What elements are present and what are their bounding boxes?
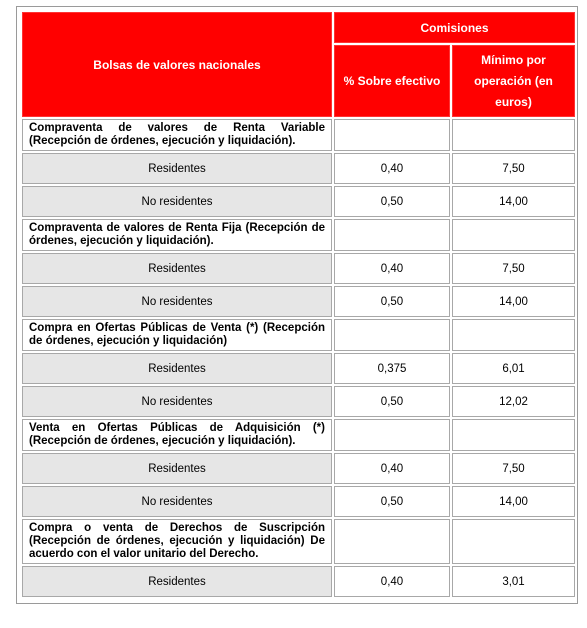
row-label: No residentes (22, 186, 332, 217)
pct-value: 0,50 (334, 486, 450, 517)
row-label: No residentes (22, 386, 332, 417)
table-row (22, 186, 575, 217)
min-value: 6,01 (452, 353, 575, 384)
row-label: Residentes (22, 453, 332, 484)
table-body (22, 119, 575, 597)
section-row (22, 519, 575, 564)
row-label: Residentes (22, 253, 332, 284)
row-header-label: Bolsas de valores nacionales (93, 57, 261, 72)
min-value: 14,00 (452, 186, 575, 217)
section-row (22, 319, 575, 351)
pct-value: 0,40 (334, 566, 450, 597)
row-label: No residentes (22, 486, 332, 517)
row-label: Residentes (22, 353, 332, 384)
table-row (22, 286, 575, 317)
min-value: 3,01 (452, 566, 575, 597)
empty-cell (334, 519, 450, 564)
table-row (22, 253, 575, 284)
row-label: Residentes (22, 153, 332, 184)
table-row (22, 153, 575, 184)
empty-cell (334, 219, 450, 251)
pct-value: 0,50 (334, 386, 450, 417)
commission-table (20, 10, 577, 599)
section-row (22, 219, 575, 251)
section-title: Compraventa de valores de Renta Fija (Recepción de órdenes, ejecución y liquidación). (22, 219, 332, 251)
empty-cell (334, 419, 450, 451)
empty-cell (334, 319, 450, 351)
empty-cell (452, 119, 575, 151)
table-row (22, 566, 575, 597)
section-title: Compra o venta de Derechos de Suscripción (Recepción de órdenes, ejecución y liquidación) De acuerdo con el valor unitario del Derecho. (22, 519, 332, 564)
table-row (22, 353, 575, 384)
empty-cell (452, 219, 575, 251)
pct-column-header (334, 45, 450, 117)
empty-cell (334, 119, 450, 151)
section-row (22, 419, 575, 451)
empty-cell (452, 419, 575, 451)
row-label: Residentes (22, 566, 332, 597)
section-row (22, 119, 575, 151)
commissions-group-header (334, 12, 575, 43)
pct-value: 0,50 (334, 186, 450, 217)
min-column-label: Mínimo por operación (en euros) (474, 52, 553, 109)
pct-value: 0,40 (334, 153, 450, 184)
pct-value: 0,40 (334, 253, 450, 284)
min-value: 12,02 (452, 386, 575, 417)
commission-table-frame (16, 6, 578, 604)
min-value: 7,50 (452, 453, 575, 484)
min-value: 14,00 (452, 486, 575, 517)
empty-cell (452, 519, 575, 564)
empty-cell (452, 319, 575, 351)
row-header-cell (22, 12, 332, 117)
min-value: 7,50 (452, 253, 575, 284)
section-title: Venta en Ofertas Públicas de Adquisición (*) (Recepción de órdenes, ejecución y liquidación). (22, 419, 332, 451)
pct-value: 0,40 (334, 453, 450, 484)
table-row (22, 386, 575, 417)
section-title: Compra en Ofertas Públicas de Venta (*) (Recepción de órdenes, ejecución y liquidación) (22, 319, 332, 351)
commissions-group-label: Comisiones (420, 20, 489, 35)
row-label: No residentes (22, 286, 332, 317)
pct-value: 0,375 (334, 353, 450, 384)
pct-column-label: % Sobre efectivo (343, 74, 441, 88)
table-row (22, 486, 575, 517)
section-title: Compraventa de valores de Renta Variable (Recepción de órdenes, ejecución y liquidación). (22, 119, 332, 151)
pct-value: 0,50 (334, 286, 450, 317)
table-row (22, 453, 575, 484)
min-value: 14,00 (452, 286, 575, 317)
min-column-header (452, 45, 575, 117)
min-value: 7,50 (452, 153, 575, 184)
